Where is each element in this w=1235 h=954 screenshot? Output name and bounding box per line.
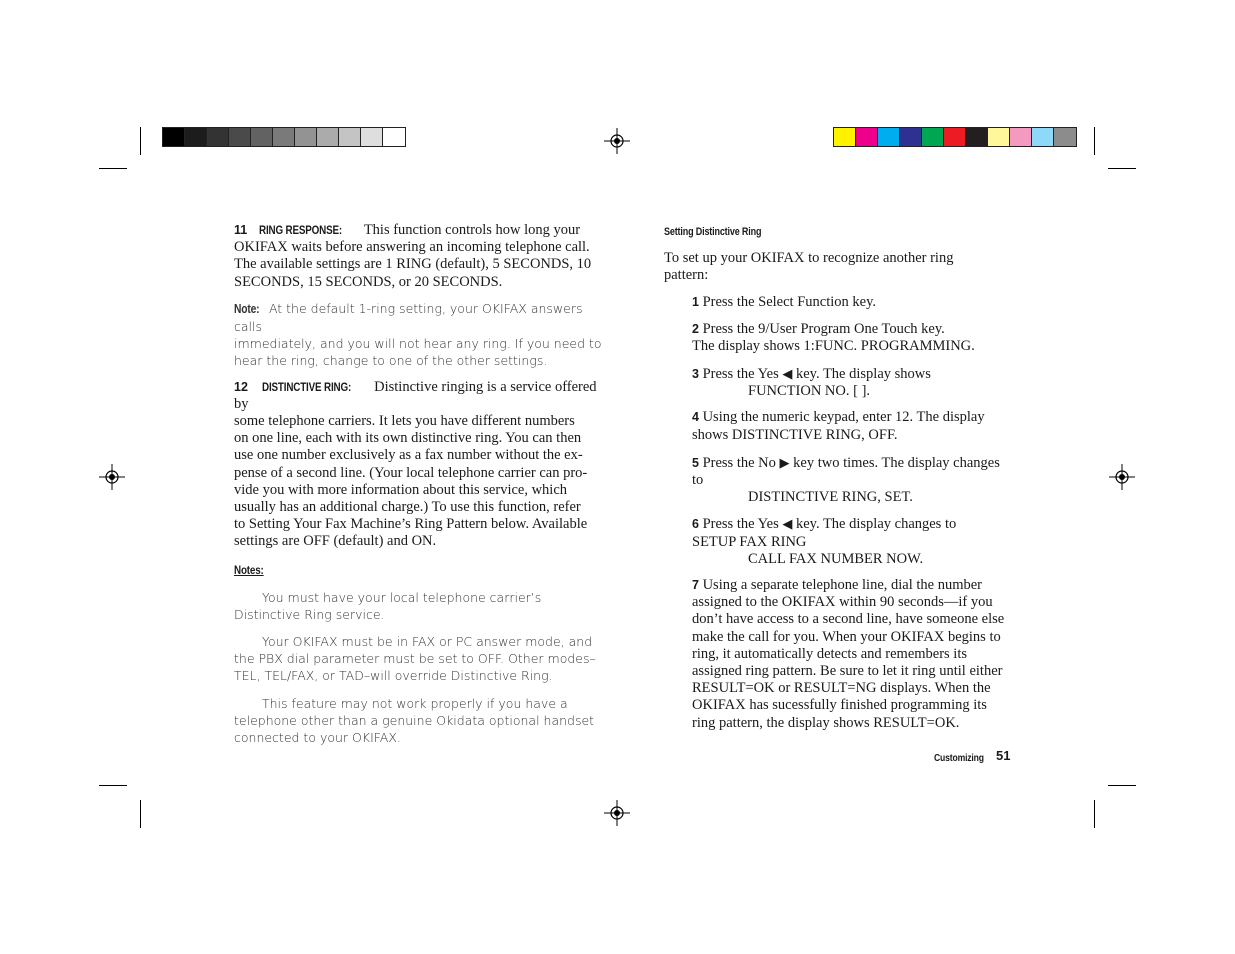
text-line: Press the No	[702, 454, 776, 471]
step-number: 3	[692, 367, 699, 382]
item-12	[234, 379, 602, 551]
text-line: This function controls how long your	[363, 222, 581, 238]
notes-label: Notes:	[234, 562, 264, 577]
text-line: Distinctive ringing is a service offered by	[234, 378, 597, 412]
gray-swatch	[361, 128, 383, 146]
gray-swatch	[383, 128, 405, 146]
text-line: use one number exclusively as a fax number without the ex-	[234, 447, 583, 464]
gray-swatch	[163, 128, 185, 146]
text-line: Using the numeric keypad, enter 12. The display	[702, 409, 985, 426]
text-line: OKIFAX waits before answering an incoming telephone call.	[234, 239, 590, 256]
text-line: telephone other than a genuine Okidata optional handset	[234, 712, 595, 728]
left-column	[234, 222, 602, 746]
crop-mark	[1108, 785, 1136, 786]
color-swatch	[988, 128, 1010, 146]
text-line: Press the 9/User Program One Touch key.	[702, 320, 945, 337]
item-number: 11	[234, 223, 248, 237]
step-number: 5	[692, 455, 699, 470]
registration-mark-icon	[604, 800, 630, 826]
text-line: hear the ring, change to one of the other settings.	[234, 353, 548, 369]
color-swatch	[856, 128, 878, 146]
crop-mark	[140, 127, 141, 155]
item-heading: DISTINCTIVE RING:	[261, 379, 351, 394]
text-line: some telephone carriers. It lets you have different numbers	[234, 413, 575, 430]
notes-item	[234, 589, 602, 623]
gray-swatch	[251, 128, 273, 146]
text-line: immediately, and you will not hear any ring. If you need to	[234, 336, 602, 352]
step-number: 2	[692, 321, 699, 336]
text-line: pattern:	[664, 267, 709, 284]
item-heading: RING RESPONSE:	[259, 223, 343, 237]
color-swatch	[900, 128, 922, 146]
step-5	[692, 454, 1014, 507]
text-line: key two times. The display changes	[793, 454, 1000, 471]
text-line: assigned ring pattern. Be sure to let it ring until either	[692, 663, 1003, 680]
steps-list	[664, 294, 1014, 731]
display-text: CALL FAX NUMBER NOW.	[748, 550, 924, 567]
color-swatch	[922, 128, 944, 146]
text-line: TEL, TEL/FAX, or TAD–will override Distinctive Ring.	[234, 668, 553, 684]
registration-mark-icon	[99, 464, 125, 490]
text-line: RESULT=OK or RESULT=NG displays. When the	[692, 680, 991, 697]
footer-label: Customizing	[934, 752, 984, 764]
item-number: 12	[234, 379, 248, 394]
display-text: DISTINCTIVE RING, SET.	[748, 489, 913, 506]
text-line: vide you with more information about this service, which	[234, 481, 568, 498]
intro	[664, 250, 1014, 284]
yes-arrow-icon: ◀	[782, 366, 793, 382]
gray-swatch	[185, 128, 207, 146]
color-swatch	[878, 128, 900, 146]
color-swatch	[944, 128, 966, 146]
color-swatch	[834, 128, 856, 146]
notes-item	[234, 695, 602, 747]
color-swatch	[1032, 128, 1054, 146]
text-line: SETUP FAX RING	[692, 533, 807, 550]
step-3	[692, 365, 1014, 400]
step-number: 4	[692, 410, 699, 425]
step-6	[692, 515, 1014, 568]
text-line: pense of a second line. (Your local telephone carrier can pro-	[234, 464, 588, 481]
step-number: 6	[692, 517, 699, 532]
crop-mark	[1108, 168, 1136, 169]
page-footer	[934, 748, 1024, 768]
crop-mark	[99, 168, 127, 169]
text-line: key. The display changes to	[795, 516, 957, 533]
text-line: SECONDS, 15 SECONDS, or 20 SECONDS.	[234, 273, 503, 290]
text-line: to	[692, 472, 704, 489]
page-number: 51	[996, 748, 1011, 763]
display-text: FUNCTION NO. [ ].	[748, 383, 871, 400]
text-line: Press the Yes	[702, 366, 779, 383]
color-swatch	[1054, 128, 1076, 146]
text-line: Distinctive Ring service.	[234, 606, 385, 622]
note-label: Note:	[234, 301, 260, 316]
text-line: ring, it automatically detects and remembers its	[692, 645, 968, 662]
text-line: make the call for you. When your OKIFAX begins to	[692, 628, 1001, 645]
text-line: The display shows 1:FUNC. PROGRAMMING.	[692, 337, 975, 354]
step-7	[692, 577, 1014, 732]
color-calibration-bar	[833, 127, 1077, 147]
text-line: settings are OFF (default) and ON.	[234, 533, 437, 550]
text-line: Using a separate telephone line, dial the number	[702, 577, 983, 594]
gray-calibration-bar	[162, 127, 406, 147]
text-line: shows DISTINCTIVE RING, OFF.	[692, 426, 898, 443]
note	[234, 300, 602, 370]
gray-swatch	[207, 128, 229, 146]
text-line: to Setting Your Fax Machine’s Ring Pattern below. Available	[234, 516, 588, 533]
text-line: usually has an additional charge.) To use this function, refer	[234, 499, 581, 516]
gray-swatch	[317, 128, 339, 146]
text-line: OKIFAX has sucessfully finished programming its	[692, 697, 987, 714]
text-line: ring pattern, the display shows RESULT=OK.	[692, 714, 960, 731]
section-title	[664, 224, 1014, 239]
crop-mark	[99, 785, 127, 786]
step-2	[692, 321, 1014, 355]
text-line: You must have your local telephone carrier’s	[262, 589, 542, 605]
step-number: 7	[692, 578, 699, 593]
crop-mark	[140, 800, 141, 828]
gray-swatch	[273, 128, 295, 146]
section-title-text: Setting Distinctive Ring	[664, 226, 762, 238]
gray-swatch	[339, 128, 361, 146]
text-line: on one line, each with its own distinctive ring. You can then	[234, 430, 582, 447]
crop-mark	[1094, 127, 1095, 155]
text-line: assigned to the OKIFAX within 90 seconds—if you	[692, 594, 993, 611]
text-line: This feature may not work properly if you have a	[262, 695, 568, 711]
notes-item	[234, 633, 602, 685]
notes-heading	[234, 561, 602, 579]
text-line: connected to your OKIFAX.	[234, 730, 401, 746]
registration-mark-icon	[1109, 464, 1135, 490]
right-column	[664, 224, 1014, 732]
text-line: To set up your OKIFAX to recognize another ring	[664, 250, 954, 266]
step-1	[692, 294, 1014, 311]
text-line: Press the Select Function key.	[702, 294, 877, 311]
text-line: The available settings are 1 RING (default), 5 SECONDS, 10	[234, 256, 592, 273]
text-line: don’t have access to a second line, have someone else	[692, 611, 1005, 628]
color-swatch	[966, 128, 988, 146]
no-arrow-icon: ▶	[779, 454, 790, 470]
registration-mark-icon	[604, 128, 630, 154]
gray-swatch	[295, 128, 317, 146]
text-line: the PBX dial parameter must be set to OFF. Other modes–	[234, 651, 596, 667]
crop-mark	[1094, 800, 1095, 828]
step-number: 1	[692, 295, 699, 310]
text-line: Press the Yes	[702, 516, 779, 533]
text-line: At the default 1-ring setting, your OKIFAX answers calls	[234, 300, 583, 335]
color-swatch	[1010, 128, 1032, 146]
item-11	[234, 222, 602, 291]
text-line: key. The display shows	[795, 366, 931, 383]
text-line: Your OKIFAX must be in FAX or PC answer mode, and	[262, 634, 593, 650]
step-4	[692, 409, 1014, 443]
yes-arrow-icon: ◀	[782, 516, 793, 532]
gray-swatch	[229, 128, 251, 146]
